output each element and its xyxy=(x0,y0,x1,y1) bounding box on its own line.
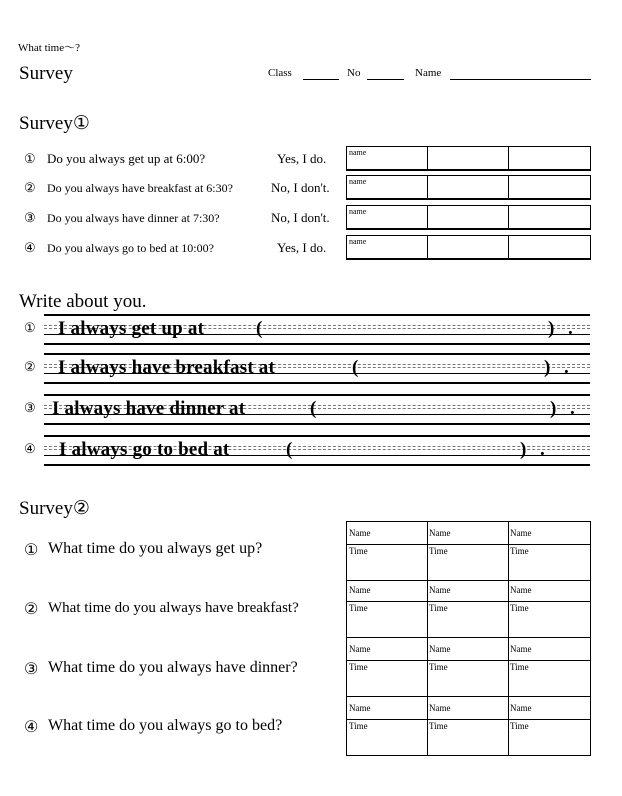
survey2-q2-text: What time do you always have breakfast? xyxy=(48,600,299,616)
write-q1-num: ① xyxy=(24,320,36,335)
survey2-q2-num: ② xyxy=(24,601,39,618)
class-label: Class xyxy=(268,67,292,79)
grid-divider xyxy=(427,522,428,580)
survey1-q4-answer: Yes, I do. xyxy=(277,240,327,255)
survey2-q3-text: What time do you always have dinner? xyxy=(48,659,298,676)
survey1-q1-box[interactable] xyxy=(346,146,591,171)
name-cell-label: Name xyxy=(510,585,532,595)
survey1-q1-answer: Yes, I do. xyxy=(277,151,327,166)
survey1-q4-text: Do you always go to bed at 10:00? xyxy=(47,241,214,255)
grid-divider xyxy=(347,544,590,545)
survey2-heading: Survey② xyxy=(19,498,90,519)
period: . xyxy=(568,318,573,339)
name-cell-label: Name xyxy=(349,644,371,654)
cell-divider xyxy=(427,206,428,228)
write-line-2[interactable] xyxy=(44,353,590,384)
period: . xyxy=(564,357,569,378)
name-cell-label: name xyxy=(349,177,367,186)
cell-divider xyxy=(508,147,509,169)
time-cell-label: Time xyxy=(429,603,448,613)
open-paren: ( xyxy=(286,439,293,460)
time-cell-label: Time xyxy=(349,546,368,556)
grid-divider xyxy=(508,579,509,637)
class-blank[interactable] xyxy=(303,79,339,80)
write-q3-num: ③ xyxy=(24,400,36,415)
time-cell-label: Time xyxy=(349,603,368,613)
survey1-q4-num: ④ xyxy=(24,240,36,255)
survey1-q2-box[interactable] xyxy=(346,175,591,200)
grid-divider xyxy=(427,638,428,696)
period: . xyxy=(570,398,575,419)
write-line-1-text: I always get up at xyxy=(58,318,205,339)
page-title: Survey xyxy=(19,63,73,84)
close-paren: ) xyxy=(550,398,557,419)
survey1-q1-num: ① xyxy=(24,151,36,166)
name-cell-label: name xyxy=(349,237,367,246)
survey1-q3-num: ③ xyxy=(24,210,36,225)
name-cell-label: Name xyxy=(349,528,371,538)
survey1-q2-text: Do you always have breakfast at 6:30? xyxy=(47,181,233,195)
survey1-q3-answer: No, I don't. xyxy=(271,210,330,225)
cell-divider xyxy=(508,236,509,258)
cell-divider xyxy=(508,206,509,228)
time-cell-label: Time xyxy=(429,721,448,731)
grid-divider xyxy=(347,601,590,602)
survey1-q2-num: ② xyxy=(24,180,36,195)
time-cell-label: Time xyxy=(429,546,448,556)
survey2-q4-text: What time do you always go to bed? xyxy=(48,717,283,734)
survey2-q2-grid[interactable] xyxy=(346,579,591,638)
close-paren: ) xyxy=(544,357,551,378)
cell-divider xyxy=(508,176,509,198)
name-cell-label: Name xyxy=(429,644,451,654)
time-cell-label: Time xyxy=(349,721,368,731)
time-cell-label: Time xyxy=(510,662,529,672)
name-cell-label: Name xyxy=(429,585,451,595)
grid-divider xyxy=(508,638,509,696)
write-heading: Write about you. xyxy=(19,291,147,312)
write-line-4[interactable] xyxy=(44,435,590,466)
survey2-q4-grid[interactable] xyxy=(346,697,591,756)
write-line-4-text: I always go to bed at xyxy=(59,439,230,460)
time-cell-label: Time xyxy=(429,662,448,672)
time-cell-label: Time xyxy=(510,603,529,613)
cell-divider xyxy=(427,236,428,258)
grid-divider xyxy=(508,522,509,580)
survey2-q1-grid[interactable] xyxy=(346,521,591,581)
name-cell-label: Name xyxy=(510,703,532,713)
name-cell-label: Name xyxy=(349,585,371,595)
survey2-q1-num: ① xyxy=(24,542,39,559)
grid-divider xyxy=(347,660,590,661)
name-cell-label: Name xyxy=(510,528,532,538)
cell-divider xyxy=(427,147,428,169)
survey2-q4-num: ④ xyxy=(24,719,39,736)
survey1-q4-box[interactable] xyxy=(346,235,591,260)
name-blank[interactable] xyxy=(450,79,591,80)
survey1-q1-text: Do you always get up at 6:00? xyxy=(47,151,206,166)
grid-divider xyxy=(347,719,590,720)
grid-divider xyxy=(427,579,428,637)
survey1-q3-box[interactable] xyxy=(346,205,591,230)
no-label: No xyxy=(347,67,361,79)
grid-divider xyxy=(508,697,509,755)
time-cell-label: Time xyxy=(510,546,529,556)
name-cell-label: Name xyxy=(429,703,451,713)
survey1-q3-text: Do you always have dinner at 7:30? xyxy=(47,211,220,225)
close-paren: ) xyxy=(520,439,527,460)
open-paren: ( xyxy=(352,357,359,378)
write-q2-num: ② xyxy=(24,359,36,374)
survey2-q1-text: What time do you always get up? xyxy=(48,540,263,557)
survey2-q3-num: ③ xyxy=(24,661,39,678)
survey2-q3-grid[interactable] xyxy=(346,638,591,697)
cell-divider xyxy=(427,176,428,198)
open-paren: ( xyxy=(310,398,317,419)
name-label: Name xyxy=(415,67,442,79)
write-line-1[interactable] xyxy=(44,314,590,345)
worksheet-topic: What time〜? xyxy=(18,42,81,54)
write-q4-num: ④ xyxy=(24,441,36,456)
no-blank[interactable] xyxy=(367,79,404,80)
write-line-2-text: I always have breakfast at xyxy=(58,357,276,378)
close-paren: ) xyxy=(548,318,555,339)
name-cell-label: name xyxy=(349,148,367,157)
open-paren: ( xyxy=(256,318,263,339)
write-line-3[interactable] xyxy=(44,394,590,425)
survey1-q2-answer: No, I don't. xyxy=(271,180,330,195)
name-cell-label: Name xyxy=(510,644,532,654)
time-cell-label: Time xyxy=(510,721,529,731)
survey1-heading: Survey① xyxy=(19,113,90,134)
name-cell-label: Name xyxy=(349,703,371,713)
period: . xyxy=(540,439,545,460)
name-cell-label: Name xyxy=(429,528,451,538)
grid-divider xyxy=(427,697,428,755)
time-cell-label: Time xyxy=(349,662,368,672)
name-cell-label: name xyxy=(349,207,367,216)
write-line-3-text: I always have dinner at xyxy=(52,398,246,419)
